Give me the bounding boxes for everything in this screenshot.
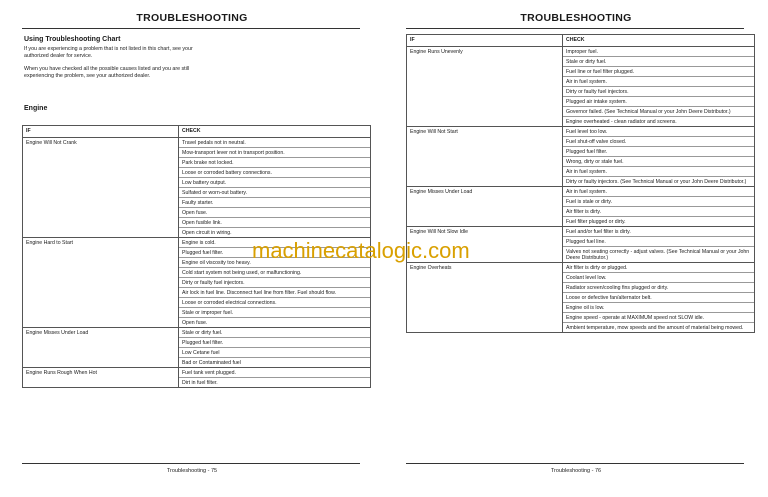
check-item: Open circuit in wiring. (182, 229, 232, 236)
check-item: Low battery output. (179, 178, 370, 188)
check-item: Low Cetane fuel (179, 348, 370, 358)
check-item: Air in fuel system. (563, 187, 754, 197)
if-cell: Engine Will Not Crank (23, 138, 179, 238)
if-cell: Engine Will Not Start (407, 127, 563, 187)
table-row (23, 368, 371, 388)
check-cell (563, 127, 755, 187)
check-column-header: CHECK (179, 126, 371, 138)
if-column-header: IF (23, 126, 179, 138)
check-item: Dirt in fuel filter. (182, 379, 218, 386)
check-item: Stale or dirty fuel. (179, 328, 370, 338)
check-item: Fuel filter plugged or dirty. (566, 218, 626, 225)
check-item: Engine is cold. (179, 238, 370, 248)
check-item: Stale or dirty fuel. (563, 57, 754, 67)
page-header: TROUBLESHOOTING (520, 12, 632, 24)
check-item: Dirty or faulty fuel injectors. (179, 278, 370, 288)
check-item: Ambient temperature, mow speeds and the amount of material being mowed. (566, 324, 744, 331)
check-item: Engine oil viscosity too heavy. (179, 258, 370, 268)
check-item: Faulty starter. (179, 198, 370, 208)
check-item: Loose or corroded electrical connections. (179, 298, 370, 308)
intro-paragraph-2: When you have checked all the possible causes listed and you are still experiencing the problem, see your authorized dealer. (24, 66, 190, 79)
page-footer: Troubleshooting - 76 (550, 468, 602, 474)
check-item: Radiator screen/cooling fins plugged or dirty. (563, 283, 754, 293)
check-item: Governor failed. (See Technical Manual or your John Deere Distributor.) (563, 107, 754, 117)
check-item: Sulfated or worn-out battery. (179, 188, 370, 198)
table-row (407, 187, 755, 227)
header-rule (406, 28, 744, 29)
if-cell: Engine Hard to Start (23, 238, 179, 328)
check-item: Park brake not locked. (179, 158, 370, 168)
check-cell (563, 227, 755, 263)
check-item: Stale or improper fuel. (179, 308, 370, 318)
check-item: Open fusible link. (179, 218, 370, 228)
page-header: TROUBLESHOOTING (136, 12, 248, 24)
footer-rule (22, 463, 360, 464)
check-item: Coolant level low. (563, 273, 754, 283)
if-cell: Engine Runs Rough When Hot (23, 368, 179, 388)
check-cell (179, 328, 371, 368)
check-item: Air filter is dirty or plugged. (563, 263, 754, 273)
check-item: Air lock in fuel line. Disconnect fuel line from filter. Fuel should flow. (179, 288, 370, 298)
check-item: Mow-transport lever not in transport position. (179, 148, 370, 158)
if-cell: Engine Runs Unevenly (407, 47, 563, 127)
check-item: Fuel is stale or dirty. (563, 197, 754, 207)
table-row (407, 127, 755, 187)
check-item: Dirty or faulty fuel injectors. (563, 87, 754, 97)
table-row (23, 328, 371, 368)
watermark: machinecatalogic.com (252, 238, 470, 263)
check-item: Air in fuel system. (563, 167, 754, 177)
check-item: Plugged fuel filter. (563, 147, 754, 157)
page-footer: Troubleshooting - 75 (166, 468, 218, 474)
check-item: Engine oil is low. (563, 303, 754, 313)
if-cell: Engine Will Not Slow Idle (407, 227, 563, 263)
header-rule (22, 28, 360, 29)
check-item: Wrong, dirty or stale fuel. (563, 157, 754, 167)
check-item: Improper fuel. (563, 47, 754, 57)
check-item: Open fuse. (179, 208, 370, 218)
check-item: Cold start system not being used, or malfunctioning. (179, 268, 370, 278)
check-item: Plugged fuel filter. (179, 248, 370, 258)
check-item: Open fuse. (182, 319, 208, 326)
table-row (23, 138, 371, 238)
check-cell (563, 187, 755, 227)
check-item: Valves not seating correctly - adjust valves. (See Technical Manual or your John Deere Distributor.) (566, 248, 750, 261)
check-item: Plugged fuel line. (563, 237, 754, 247)
if-cell: Engine Misses Under Load (407, 187, 563, 227)
check-item: Travel pedals not in neutral. (179, 138, 370, 148)
table-row (407, 47, 755, 127)
check-item: Fuel and/or fuel filter is dirty. (563, 227, 754, 237)
if-cell: Engine Overheats (407, 263, 563, 333)
if-cell: Engine Misses Under Load (23, 328, 179, 368)
check-item: Loose or defective fan/alternator belt. (563, 293, 754, 303)
check-item: Plugged fuel filter. (179, 338, 370, 348)
check-item: Fuel level too low. (563, 127, 754, 137)
table-row (407, 263, 755, 333)
footer-rule (406, 463, 744, 464)
check-cell (563, 263, 755, 333)
if-column-header: IF (407, 35, 563, 47)
check-cell (179, 368, 371, 388)
check-item: Engine speed - operate at MAXIMUM speed not SLOW idle. (563, 313, 754, 323)
check-item: Loose or corroded battery connections. (179, 168, 370, 178)
intro-paragraph-1: If you are experiencing a problem that is not listed in this chart, see your authorized dealer for service. (24, 46, 193, 59)
check-cell (179, 138, 371, 238)
troubleshooting-table (406, 34, 755, 333)
check-item: Fuel shut-off valve closed. (563, 137, 754, 147)
check-item: Bad or Contaminated fuel (182, 359, 241, 366)
check-item: Plugged air intake system. (563, 97, 754, 107)
check-column-header: CHECK (563, 35, 755, 47)
check-item: Engine overheated - clean radiator and screens. (566, 118, 677, 125)
check-item: Air filter is dirty. (563, 207, 754, 217)
check-cell (563, 47, 755, 127)
check-item: Dirty or faulty injectors. (See Technical Manual or your John Deere Distributor.) (566, 178, 747, 185)
check-item: Fuel tank vent plugged. (179, 368, 370, 378)
check-item: Fuel line or fuel filter plugged. (563, 67, 754, 77)
subsection-title: Engine (24, 105, 48, 112)
section-title: Using Troubleshooting Chart (24, 36, 121, 43)
check-item: Air in fuel system. (563, 77, 754, 87)
